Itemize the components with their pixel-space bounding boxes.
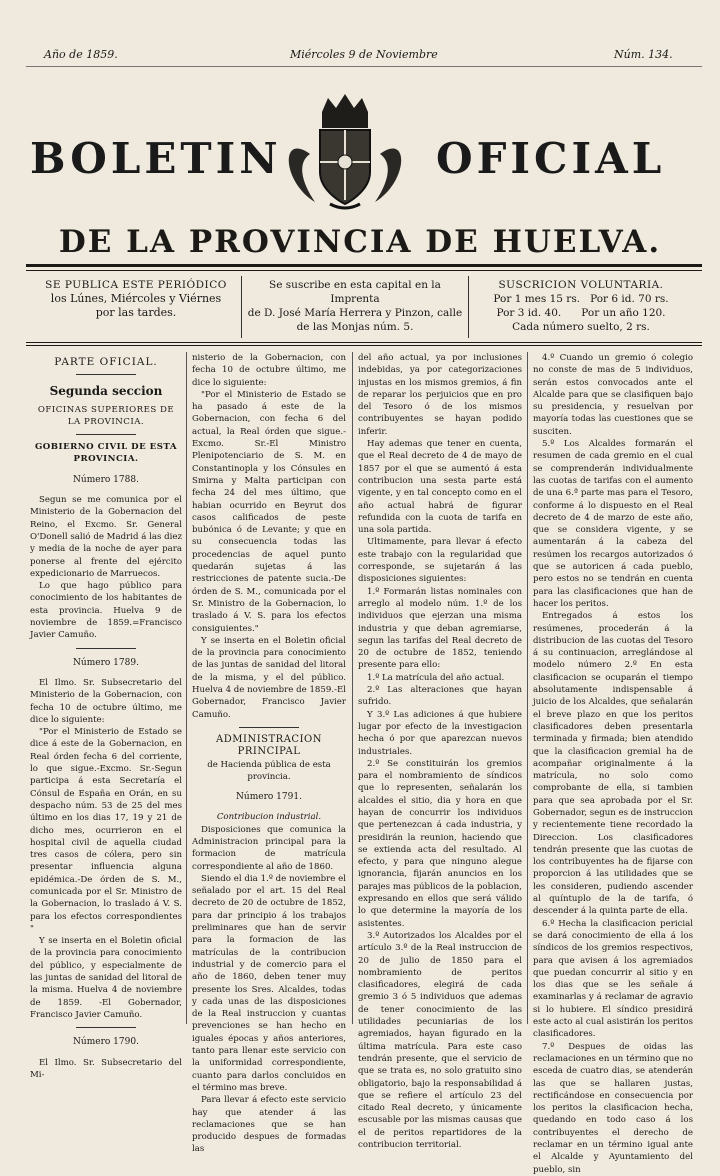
article-1789-intro: El Ilmo. Sr. Subsecretario del Ministerio de la Gobernacion, con fecha 10 de octubre último, me dice lo siguiente: xyxy=(30,677,182,725)
article-number-1788: Número 1788. xyxy=(73,474,139,485)
admin-subheading: de Hacienda pública de esta provincia. xyxy=(207,759,331,782)
issue-number: Núm. 134. xyxy=(614,48,673,61)
column-divider-3 xyxy=(527,352,528,1024)
column-2 xyxy=(192,352,346,1155)
title-provincia: DE LA PROVINCIA DE HUELVA. xyxy=(58,224,662,260)
publication-line-1: SE PUBLICA ESTE PERIÓDICO xyxy=(45,279,227,291)
article-1788-signature: Lo que hago público para conocimiento de los habitantes de esta provincia. Huelva 9 de noviembre de 1859.=Francisco Javier Camuño. xyxy=(30,581,182,641)
article-1791-body: Siendo el dia 1.º de noviembre el señalado por el art. 15 del Real decreto de 20 de octubre de 1852, para dar principio á los trabajos preliminares que han de servir para la formacion de las matrículas de la contribucion industrial y de comercio para el año de 1860, deben tener muy presente los Sres. Alcaldes, todas y cada unas de las disposiciones de la Real instruccion y cuantas prevenciones se han hecho en iguales épocas y años anteriores, tanto para llenar este servicio con la uniformidad correspondiente, cuanto para darlos concluidos en el término mas breve. xyxy=(192,873,346,1093)
col3-para-8: 2.º Se constituirán los gremios para el nombramiento de síndicos que lo representen, señalarán los alcaldes el sitio, dia y hora en que hayan de concurrir los individuos que pertenezcan á cada industria, y presidirán la reunion, haciendo que se extienda acta del resultado. Al efecto, y para que ninguno alegue ignorancia, fijarán anuncios en los parajes mas públicos de la poblacion, expresando en ellos que será válido lo que determine la mayoría de los asistentes. xyxy=(358,758,522,929)
article-1790-signature: Y se inserta en el Boletin oficial de la provincia para conocimiento de las juntas de sanidad del litoral de la misma, y el del público. Huelva 4 de noviembre de 1859.-El Gobernador, Francisco Javier Camuño. xyxy=(192,635,346,720)
coat-of-arms-icon xyxy=(270,92,420,214)
article-number-1791: Número 1791. xyxy=(236,792,302,803)
subheader-divider-1 xyxy=(241,276,242,338)
col4-para-4: 6.º Hecha la clasificacion pericial se dará conocimiento de ella á los síndicos de los gremios respectivos, para que avisen á los agremiados que puedan concurrir al sitio y en los dias que se les señale á examinarlas y á reclamar de agravio si lo hubiere. El síndico presidirá este acto al cual asistirán los peritos clasificadores. xyxy=(533,918,693,1040)
col3-para-1: del año actual, ya por inclusiones indebidas, ya por categorizaciones injustas en los mismos gremios, á fin de reparar los perjuicios que en pro del Tesoro ó de los mismos contribuyentes se hayan podido inferir. xyxy=(358,353,522,437)
article-1788-text: Segun se me comunica por el Ministerio de la Gobernacion del Reino, el Excmo. Sr. General O'Donell salió de Madrid á las diez y media de la noche de ayer para ponerse al frente del ejército expedicionario de Marruecos. xyxy=(30,495,182,579)
issue-date: Miércoles 9 de Noviembre xyxy=(290,48,438,61)
divider xyxy=(76,648,136,649)
col4-para-2: 5.º Los Alcaldes formarán el resumen de cada gremio en el cual se comprenderán individualmente las cuotas de tarifas con el aumento de una 6.ª parte mas para el Tesoro, conforme á lo dispuesto en el Real decreto de 4 de marzo de este año, que se considera vigente, y se aumentarán á la cabeza del resúmen los recargos autorizados ó que se autoricen á cada pueblo, pero estos no se tendrán en cuenta para las clasificaciones que han de hacer los peritos. xyxy=(533,439,693,609)
col3-para-3: Ultimamente, para llevar á efecto este trabajo con la regularidad que corresponde, se sujetarán á las disposiciones siguientes: xyxy=(358,537,522,585)
col4-para-3: Entregados á estos los resúmenes, procederán á la distribucion de las cuotas del Tesoro á su continuacion, arreglándose al modelo número 2.º En esta clasificacion se ocuparán el tiempo absolutamente indispensable á juicio de los Alcaldes, que señalarán el breve plazo en que los peritos clasificadores deben presentarla terminada y firmada; bien atendido que la clasificacion gremial ha de acompañar originalmente á la matrícula, no solo como comprobante de ella, si tambien para que sea aprobada por el Sr. Gobernador, segun es de instruccion y recientemente tiene recordado la Direccion. Los clasificadores tendrán presente que las cuotas de los contribuyentes ha de fijarse con proporcion á las utilidades que se les consideren, pudiendo ascender al quíntuplo de la de tarifa, ó descender á la quinta parte de ella. xyxy=(533,611,693,917)
subscription-location-line-2: de D. José María Herrera y Pinzon, calle xyxy=(247,307,463,319)
col3-para-5: 1.º La matrícula del año actual. xyxy=(367,672,505,683)
publication-line-2: los Lúnes, Miércoles y Viérnes xyxy=(50,292,222,305)
article-1790-intro: El Ilmo. Sr. Subsecretario del Mi- xyxy=(30,1057,182,1080)
col4-para-1: 4.º Cuando un gremio ó colegio no conste de mas de 5 individuos, serán estos convocados ante el Alcalde para que se clasifiquen bajo su presidencia, y resuelvan por mayoría todas las cuestiones que se susciten. xyxy=(533,353,693,437)
article-1790-intro-cont: nisterio de la Gobernacion, con fecha 10 de octubre último, me dice lo siguiente: xyxy=(192,353,346,388)
article-1791-body-2: Para llevar á efecto este servicio hay que atender á las reclamaciones que se han producido despues de formadas las xyxy=(192,1095,346,1155)
title-boletin: BOLETIN xyxy=(30,134,282,183)
gov-heading: GOBIERNO CIVIL DE ESTA PROVINCIA. xyxy=(34,442,178,465)
subheader-divider-2 xyxy=(468,276,469,338)
subscription-prices xyxy=(470,278,692,334)
subscription-location xyxy=(244,278,466,334)
col3-para-6: 2.º Las alteraciones que hayan sufrido. xyxy=(358,685,522,708)
column-3 xyxy=(358,352,522,1150)
title-oficial: OFICIAL xyxy=(436,134,666,183)
part-oficial-heading: PARTE OFICIAL. xyxy=(54,356,158,368)
publication-line-3: por las tardes. xyxy=(95,306,177,319)
title-rule-thin xyxy=(26,270,702,271)
price-line-2: Por 3 id. 40. Por un año 120. xyxy=(496,307,666,319)
article-1789-body: "Por el Ministerio de Estado se dice á este de la Gobernacion, en Real órden fecha 6 del corriente, lo que sigue.-Excmo. Sr.-Segun participa á esta Secretaría el Cónsul de España en Orán, en su despacho núm. 53 de 25 del mes último en los dias 17, 19 y 21 de dicho mes, ocurrieron en el hospital civil de aquella ciudad tres casos de cólera, pero sin presentar influencia alguna epidémica.-De órden de S. M., comunicada por el Sr. Ministro de la Gobernacion, lo traslado á V. S. para los efectos correspondientes " xyxy=(30,727,182,934)
col4-para-5: 7.º Despues de oidas las reclamaciones en un término que no esceda de cuatro dias, se atenderán las que se hallaren justas, rectificándose en consecuencia por los peritos la clasificacion hecha, quedando en todo caso á los contribuyentes el derecho de reclamar en un término igual ante el Alcalde y Ayuntamiento del pueblo, sin xyxy=(533,1041,693,1175)
article-1790-body: "Por el Ministerio de Estado se ha pasado á este de la Gobernacion, con fecha 6 del actual, la Real órden que sigue.-Excmo. Sr.-El Ministro Plenipotenciario de S. M. en Constantinopla y los Cónsules en Smirna y Malta participan con fecha 24 del mes último, que habian ocurrido en Beyrut dos casos calificados de peste bubónica ó de Levante; y que en su consecuencia todas las procedencias de aquel punto quedarán sujetas á las restricciones de patente sucia.-De órden de S. M., comunicada por el Sr. Ministro de la Gobernacion, lo traslado á V. S. para los efectos consiguientes." xyxy=(192,389,346,634)
column-1 xyxy=(30,352,182,1080)
price-line-1: Por 1 mes 15 rs. Por 6 id. 70 rs. xyxy=(493,293,669,305)
article-1789-signature: Y se inserta en el Boletin oficial de la provincia para conocimiento del público, y especialmente de las juntas de sanidad del litoral de la misma. Huelva 4 de noviembre de 1859. -El Gobernador, Francisco Javier Camuño. xyxy=(30,936,182,1020)
subscription-title: SUSCRICION VOLUNTARIA. xyxy=(498,279,664,291)
col3-para-2: Hay ademas que tener en cuenta, que el Real decreto de 4 de mayo de 1857 por el que se aumentó á esta contribucion una sesta parte está vigente, y en tal concepto como en el año actual habrá de figurar refundida con la cuota de tarifa en una sola partida. xyxy=(358,439,522,536)
price-line-3: Cada número suelto, 2 rs. xyxy=(512,321,650,333)
subscription-location-line-1: Se suscribe en esta capital en la Imprenta xyxy=(269,279,441,305)
column-divider-1 xyxy=(186,352,187,1024)
divider xyxy=(239,727,299,728)
article-number-1789: Número 1789. xyxy=(73,657,139,668)
column-divider-2 xyxy=(352,352,353,1024)
admin-heading: ADMINISTRACION PRINCIPAL xyxy=(216,733,322,758)
title-rule-thick xyxy=(26,264,702,267)
divider xyxy=(76,1027,136,1028)
col3-para-4: 1.º Formarán listas nominales con arreglo al modelo núm. 1.º de los individuos que ejerzan una misma industria y que deban agremiarse, segun las tarifas del Real decreto de 20 de octubre de 1852, teniendo presente para ello: xyxy=(358,586,522,671)
section-heading: Segunda seccion xyxy=(49,384,163,399)
divider xyxy=(76,374,136,375)
subheader-rule-2 xyxy=(26,345,702,346)
col3-para-9: 3.º Autorizados los Alcaldes por el artículo 3.º de la Real instruccion de 20 de julio de 1850 para el nombramiento de peritos clasificadores, elegirá de cada gremio 3 ó 5 individuos que ademas de tener conocimiento de las utilidades pecuniarias de los agremiados, hayan figurado en la última matrícula. Para este caso tendrán presente, que el servicio de que se trata es, no solo gratuito sino obligatorio, bajo la responsabilidad á que se refiere el artículo 23 del citado Real decreto, y únicamente escusable por las mismas causas que el de peritos repartidores de la contribucion territorial. xyxy=(358,930,522,1150)
article-1791-summary: Disposiciones que comunica la Administracion principal para la formacion de matrícula correspondiente al año de 1860. xyxy=(192,824,346,872)
issue-year: Año de 1859. xyxy=(44,48,118,61)
subheader-rule xyxy=(26,342,702,343)
article-number-1790: Número 1790. xyxy=(73,1037,139,1048)
column-4 xyxy=(533,352,693,1175)
offices-heading: OFICINAS SUPERIORES DE LA PROVINCIA. xyxy=(37,404,175,427)
divider xyxy=(76,434,136,435)
publication-info xyxy=(36,278,236,320)
col3-para-7: Y 3.º Las adiciones á que hubiere lugar por efecto de la investigacion hecha ó por que aparezcan nuevos industriales. xyxy=(358,709,522,757)
subscription-location-line-3: de las Monjas núm. 5. xyxy=(296,321,414,333)
top-rule xyxy=(26,66,702,67)
contribution-heading: Contribucion industrial. xyxy=(216,812,322,823)
